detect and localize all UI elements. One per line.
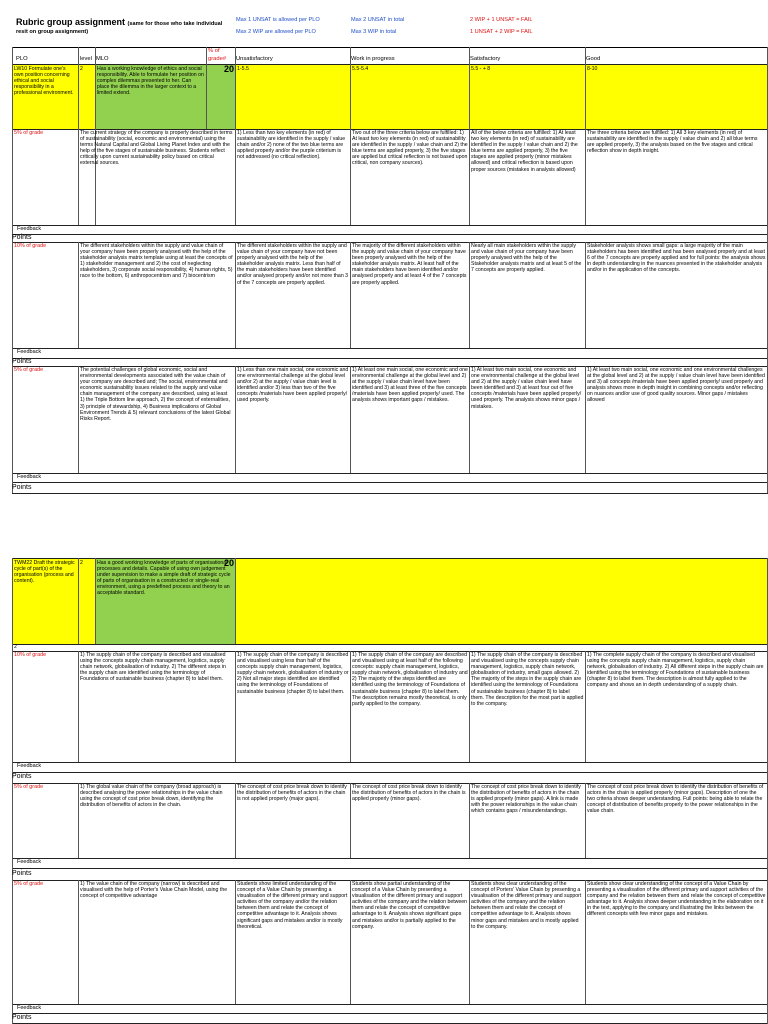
block2-row1-unsat: 1) The supply chain of the company is described and visualised using less than half of the concepts supply chain management, logistics, supply chain network, globalisation of industry or 2) Not all major steps identified are identified using the terminology of Foundations of sustainable business (chapter 8) to label them. <box>237 652 349 695</box>
block1-weight: 20 <box>223 64 234 74</box>
block1-row1-pct: 5% of grade <box>14 130 44 136</box>
block2-row2-points: Points <box>12 870 32 877</box>
block1-row3-good: 1) At least two main social, one economic and one environmental challenges at the global level and 2) at the supply / value chain level have been identified and 3) all concepts /materials have been applied properly/ used properly and analysis shows more in depth insight in combining concepts and/or reflecting on nuances and/or use of good quality sources. Minor gaps / mistakes allowed <box>587 367 765 404</box>
block1-plo: LW10 Formulate one's own position concerning ethical and social responsibility in a professional environment. <box>14 66 74 97</box>
rule-max-wip-total: Max 3 WIP in total <box>351 29 397 35</box>
block2-row2-mlo: 1) The global value chain of the company (broad approach) is described analysing the power relationships in the value chain using the concept of cost price break down, identifying the distribution of benefits of actors in the chain. <box>80 784 223 809</box>
rubric-title <box>16 17 222 27</box>
rubric-subtitle-2: resit on group assignment) <box>16 29 89 35</box>
rule-fail-1: 2 WIP + 1 UNSAT = FAIL <box>470 17 533 23</box>
col-good: Good <box>586 56 601 62</box>
table2-col-border-2 <box>78 558 79 644</box>
block2-row3-wip: Students show partial understanding of the concept of a Value Chain by presenting a visualisation of the different primary and support activities of the company and the relation between them and relate the concept of competitive advantage to it. Analysis shows significant gaps and mistakes and/or is partially applied to the company. <box>352 881 468 930</box>
table1-top-border <box>12 47 768 48</box>
block2-row2-good: The concept of cost price break down to identify the distribution of benefits of actors in the chain is applied properly (minor gaps). Description of one the two criteria shows deeper understanding. Full points: being able to relate the concept of distribution of benefits properly to the power relationships in the value chain. <box>587 784 764 815</box>
block1-row1-feedback: Feedback <box>17 226 42 232</box>
block2-row2-unsat: The concept of cost price break down to identify the distribution of benefits of actors in the chain is not applied properly (major gaps). <box>237 784 347 803</box>
block1-range-sat: 5.5 - + 8 <box>471 66 491 72</box>
table2-row-border-3 <box>12 762 768 763</box>
table1-bottom-border <box>12 493 768 494</box>
block1-row2-feedback: Feedback <box>17 349 42 355</box>
table1-row-border-2 <box>12 225 768 226</box>
block2-plo: TWM22 Draft the strategic cycle of part(s) of the organisation (process and content). <box>14 560 75 585</box>
block2-weight: 20 <box>223 558 234 568</box>
block2-row1-feedback: Feedback <box>17 763 42 769</box>
block1-row2-good: Stakeholder analysis shows small gaps: a large majority of the main stakeholders has been identified and has been analysed properly and at least 6 of the 7 concepts are properly applied and for full points: the analysis shows in depth understanding in the nuances presented in the stakeholder analysis and/or in the application of the concepts. <box>587 243 766 274</box>
block2-mlo: Has a good working knowledge of parts of organisational processes and details. Capable of using own judgement under supervision to make a simple draft of strategic cycle of parts of organisation in a constructed or single-real environment, using a predefined process and theory to an acceptable standard. <box>97 560 231 597</box>
rubric-subtitle-1: (same for those who take individual <box>127 21 223 27</box>
table1-row-border-8 <box>12 473 768 474</box>
block2-spacer-number: 2 <box>14 644 17 650</box>
block1-row3-points: Points <box>12 484 32 491</box>
block1-level: 2 <box>80 66 83 72</box>
col-mlo: MLO <box>96 56 109 62</box>
col-wip: Work in progress <box>351 56 395 62</box>
table2-col-border-4 <box>235 558 236 644</box>
block1-row2-wip: The majority of the different stakeholders within the supply and value chain of your company have been properly analysed with the help of the stakeholder analysis matrix. At least half of the main stakeholders have been identified and/or analysed properly and at least 4 of the 7 concepts are properly applied. <box>352 243 467 286</box>
table2-row-border-10 <box>12 1013 768 1014</box>
block1-row3-sat: 1) At least two main social, one economic and one environmental challenge at the global level and 2) at the supply / value chain level have been identified and 3) at least four out of five concepts /materials have been applied properly/ used properly. The analysis shows minor gaps / mistakes. <box>471 367 582 410</box>
rule-max-wip-plo: Max 2 WIP are allowed per PLO <box>236 29 316 35</box>
block1-row1-sat: All of the below criteria are fulfilled: 1) At least two key elements (in red) of sustainability are identified in the supply / value chain and 2) the blue terms are applied properly, 3) the five stages are applied properly (minor mistakes allowed) and critical reflection is based upon proper sources (mistakes in analysis allowed) <box>471 130 578 173</box>
block2-row1-sat: 1) The supply chain of the company is described and visualised using the concepts supply chain management, logistics, supply chain network, globalisation of industry, small gaps allowed. 2) The majority of the steps in the supply chain are identified using the terminology of Foundations of sustainable business (chapter 8) to label them. The description for the most part is applied to the company. <box>471 652 584 707</box>
block1-row2-points: Points <box>12 358 32 365</box>
block2-row1-good: 1) The complete supply chain of the company is described and visualised using the concepts supply chain management, logistics, supply chain network, globalisation of industry. 2) All different steps in the supply chain are identified using the terminology of Foundations of sustainable business (chapter 8) to label them. The description is almost fully applied to the company and shows an in depth understanding of a supply chain. <box>587 652 764 689</box>
rule-fail-2: 1 UNSAT + 2 WIP = FAIL <box>470 29 533 35</box>
block1-row2-unsat: The different stakeholders within the supply and value chain of your company have not been properly analysed with the help of the stakeholder analysis matrix. Less than half of the main stakeholders have been identified and/or analysed properly and/or not more than 3 of the 7 concepts are properly applied. <box>237 243 349 286</box>
table1-row-border-9 <box>12 482 768 483</box>
block1-row1-good: The three criteria below are fulfilled: 1) All 3 key elements (in red) of sustainability are identified in the supply / value chain and 2) all blue terms are applied properly, 3) the analysis based on the five stages and critical reflection show in depth insight. <box>587 130 758 155</box>
table2-row-border-9 <box>12 1004 768 1005</box>
block1-row1-unsat: 1) Less than two key elements (in red) of sustainability are identified in the supply / value chain and/or 2) none of the two blue terms are applied properly and/or the purple criterium is not addressed (no critical reflection). <box>237 130 346 161</box>
table2-row-border-1 <box>12 644 768 645</box>
table2-row-border-7 <box>12 868 768 869</box>
block2-row3-mlo: 1) The value chain of the company (narrow) is described and visualised with the help of Porter's Value Chain Model, using the concept of competitive advantage <box>80 881 228 900</box>
col-pct-2: grade# <box>208 56 227 62</box>
block2-row1-mlo: 1) The supply chain of the company is described and visualised using the concepts supply chain management, logistics, supply chain network, globalisation of industry. 2) The different steps in the supply chain are identified using the terminology of Foundations of sustainable business (chapter 8) to label them. <box>80 652 226 683</box>
col-level: level <box>80 56 92 62</box>
block1-row3-wip: 1) At least one main social, one economic and one environmental challenge at the global level and 2) at the supply / value chain level have been identified and 3) at least three of the five concepts /materials have been applied properly/ used. The analysis shows important gaps / mistakes. <box>352 367 468 404</box>
col-plo: PLO <box>16 56 28 62</box>
block2-row2-sat: The concept of cost price break down to identify the distribution of benefits of actors in the chain is applied properly (minor gaps). A link is made with the power relationships in the value chain which contains gaps / misunderstandings. <box>471 784 581 815</box>
block1-row3-feedback: Feedback <box>17 474 42 480</box>
block2-row3-pct: 5% of grade <box>14 881 44 887</box>
block1-row2-sat: Nearly all main stakeholders within the supply and value chain of your company have been properly analysed with the help of the Stakeholder analysis matrix and at least 5 of the 7 concepts are properly applied. <box>471 243 582 274</box>
block2-level: 2 <box>80 560 83 566</box>
rule-max-unsat-total: Max 2 UNSAT in total <box>351 17 405 23</box>
block1-mlo: Has a working knowledge of ethics and social responsibility. Able to formulate her position on complex dilemmas presented to her. Can place the dilemma in the larger context to a limited extend. <box>97 66 204 97</box>
block2-row2-pct: 5% of grade <box>14 784 44 790</box>
block2-row3-feedback: Feedback <box>17 1005 42 1011</box>
block2-row2-wip: The concept of cost price break down to identify the distribution of benefits of actors in the chain is applied properly (minor gaps). <box>352 784 466 803</box>
block1-row2-mlo: The different stakeholders within the supply and value chain of your company have been properly analysed with the help of the stakeholder analysis matrix template using at least the concepts of 1) stakeholder management and 2) the cost of neglecting stakeholders, 3) corporate social responsibility, 4) human rights, 5) race to the bottom, 6) anthropocentrism and 7) biocentrism <box>80 243 233 280</box>
block1-row1-points: Points <box>12 234 32 241</box>
block1-row1-mlo: The current strategy of the company is properly described in terms of sustainability (social, economic and environmental) using the terms Natural Capital and Global Living Planet Index and with the help of the five stages of sustainable business. Students reflect critically upon current sustainability policy based on critical external sources. <box>80 130 233 167</box>
block2-row3-points: Points <box>12 1014 32 1021</box>
table1-row-border-3 <box>12 234 768 235</box>
col-pct-1: % of <box>208 48 220 54</box>
table1-row-border-6 <box>12 358 768 359</box>
table1-row-border-5 <box>12 348 768 349</box>
rule-max-unsat-plo: Max 1 UNSAT is allowed per PLO <box>236 17 320 23</box>
rubric-title-text: Rubric group assignment <box>16 17 126 27</box>
col-unsat: Unsatisfactory <box>236 56 273 62</box>
block1-row3-mlo: The potential challenges of global economic, social and environmental developments associated with the value chain of your company are described and; The social, environmental and economic sustainability issues related to the supply and value chain management of the company are described, using at least 1) the Triple Bottom line approach, 2) the concept of externalities, 3) principle of stewardship, 4) Business implications of Global Environment Trends & 5) relevant conclusions of the latest Global Risks Report. <box>80 367 231 422</box>
block2-row2-feedback: Feedback <box>17 859 42 865</box>
block1-range-good: 8-10 <box>587 66 598 72</box>
block2-row3-good: Students show clear understanding of the concept of a Value Chain by presenting a visualisation of the different primary and support activities of the company and the relation between them and relate the concept of competitive advantage to it. Analysis shows deeper understanding in the elaboration on it in the text, applying to the company and illustrating the links between the different concepts with few minor gaps and mistakes. <box>587 881 766 918</box>
block2-row3-unsat: Students show limited understanding of the concept of a Value Chain by presenting a visualisation of the different primary and support activities of the company and/or the relation between them and relate the concept of competitive advantage to it. Analysis shows significant gaps and mistakes and/or is mostly theoretical. <box>237 881 348 930</box>
table2-row-border-6 <box>12 858 768 859</box>
block1-row3-unsat: 1) Less than one main social, one economic and one environmental challenge at the global level and/or 2) at the supply / value chain level is identified and/or 3) less than two of the five concepts /materials have been applied properly/ used properly. <box>237 367 349 404</box>
table2-row-border-4 <box>12 772 768 773</box>
block1-row3-pct: 5% of grade <box>14 367 44 373</box>
col-sat: Satisfactory <box>470 56 501 62</box>
block1-range-unsat: 1-5.5 <box>237 66 249 72</box>
block2-row1-pct: 10% of grade <box>14 652 47 658</box>
block1-row1-wip: Two out of the three criteria below are fulfilled: 1) At least two key elements (in red) of sustainability are identified in the supply / value chain and 2) the blue terms are applied properly, 3) the five stages are applied but critical reflection is not based upon critical, non company sources). <box>352 130 468 167</box>
block2-row3-sat: Students show clear understanding of the concept of Porters' Value Chain by presenting a visualisation of the different primary and support activities of the company and the relation between them and relate the concept of competitive advantage to it. Analysis shows minor gaps and mistakes and is mostly applied to the company. <box>471 881 582 930</box>
block2-row1-points: Points <box>12 773 32 780</box>
block1-range-wip: 5.5-5.4 <box>352 66 369 72</box>
block2-row1-wip: 1) The supply chain of the company are described and visualised using at least half of the following concepts: supply chain management, logistics, supply chain network, globalisation of industry and 2) The majority of the steps identified are identified using the terminology of Foundations of sustainable business (chapter 8) to label them. The description remains mostly theoretical, is only partly applied to the company. <box>352 652 468 707</box>
block1-row2-pct: 10% of grade <box>14 243 47 249</box>
table1-col-border-4 <box>206 47 207 129</box>
